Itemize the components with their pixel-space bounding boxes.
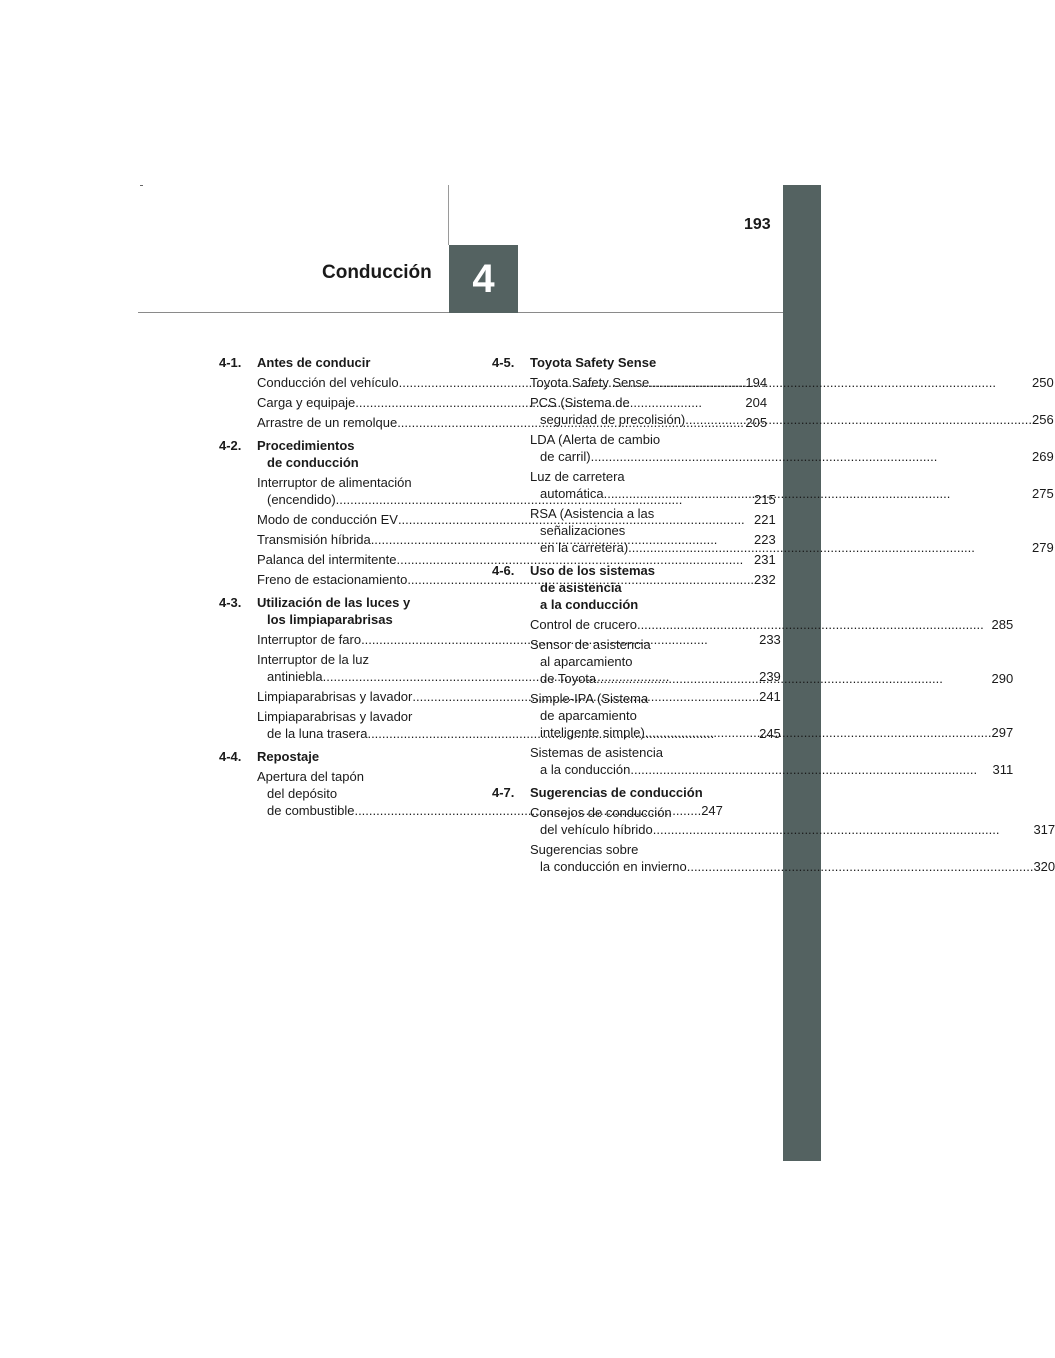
entry-line: RSA (Asistencia a las	[530, 506, 655, 521]
entry-page-number: 221	[754, 512, 776, 527]
section-number: 4-6.	[492, 563, 515, 578]
toc-entry[interactable]	[530, 431, 1054, 465]
entry-page-number: 232	[754, 572, 776, 587]
entry-line: automática	[540, 486, 604, 501]
leader-dots	[596, 670, 991, 687]
section-number: 4-3.	[219, 595, 242, 610]
section-title-line: Sugerencias de conducción	[530, 785, 703, 800]
section-title-line: Antes de conducir	[257, 355, 371, 370]
section-number: 4-4.	[219, 749, 242, 764]
entry-line: de Toyota	[540, 671, 597, 686]
entry-line: de aparcamiento	[540, 708, 637, 723]
section-title	[530, 562, 1013, 613]
entry-page-number: 204	[745, 395, 768, 410]
toc-entry[interactable]	[530, 744, 1013, 778]
leader-dots	[649, 374, 1032, 391]
section-title-line: los limpiaparabrisas	[267, 612, 393, 627]
section-body	[530, 354, 1054, 556]
entry-line: inteligente simple)	[540, 725, 645, 740]
entry-line: a la conducción	[540, 762, 631, 777]
entry-last-line	[530, 761, 1013, 778]
toc-entry[interactable]	[530, 804, 1055, 838]
toc-entry[interactable]	[530, 636, 1013, 687]
section-title-line: Procedimientos	[257, 438, 355, 453]
toc-entry[interactable]	[530, 394, 1054, 428]
entry-last-line	[530, 724, 1013, 741]
entry-line: Arrastre de un remolque	[257, 415, 398, 430]
leader-dots	[645, 724, 992, 741]
entry-line: Luz de carretera	[530, 469, 625, 484]
section-title-line: Uso de los sistemas	[530, 563, 655, 578]
toc-entry[interactable]	[530, 690, 1013, 741]
entry-line: de la luna trasera	[267, 726, 368, 741]
entry-page-number: 311	[992, 762, 1014, 777]
toc-entry[interactable]	[530, 374, 1054, 391]
leader-dots	[630, 761, 992, 778]
leader-dots	[591, 448, 1032, 465]
entry-page-number: 290	[991, 671, 1014, 686]
entry-line: Sistemas de asistencia	[530, 745, 663, 760]
entry-line: PCS (Sistema de	[530, 395, 630, 410]
toc-entry[interactable]	[530, 616, 1013, 633]
crop-mark	[140, 185, 143, 186]
entry-line: Palanca del intermitente	[257, 552, 397, 567]
entry-line: del vehículo híbrido	[540, 822, 653, 837]
chapter-number-box	[449, 245, 518, 313]
section-title-line: Toyota Safety Sense	[530, 355, 657, 370]
section-title-line: a la conducción	[540, 597, 639, 612]
entry-line: Conducción del vehículo	[257, 375, 399, 390]
entry-line: Carga y equipaje	[257, 395, 356, 410]
section-title-line: Repostaje	[257, 749, 320, 764]
entry-last-line	[530, 539, 1054, 556]
entry-last-line	[530, 670, 1013, 687]
entry-line: Freno de estacionamiento	[257, 572, 408, 587]
entry-page-number: 250	[1032, 375, 1054, 390]
toc-entry[interactable]	[530, 505, 1054, 556]
entry-line: Interruptor de faro	[257, 632, 362, 647]
section-title-line: de conducción	[267, 455, 359, 470]
entry-line: Interruptor de alimentación	[257, 475, 412, 490]
section-number: 4-1.	[219, 355, 242, 370]
entry-page-number: 256	[1032, 412, 1054, 427]
entry-page-number: 279	[1032, 540, 1054, 555]
leader-dots	[653, 821, 1034, 838]
entry-line: en la carretera)	[540, 540, 629, 555]
entry-line: (encendido)	[267, 492, 336, 507]
leader-dots	[637, 616, 992, 633]
entry-page-number: 231	[754, 552, 776, 567]
leader-dots	[685, 411, 1032, 428]
entry-last-line	[530, 616, 1013, 633]
entry-page-number: 215	[754, 492, 776, 507]
section-number: 4-7.	[492, 785, 515, 800]
entry-line: seguridad de precolisión)	[540, 412, 686, 427]
header-divider-vertical	[448, 185, 449, 245]
entry-line: la conducción en invierno	[540, 859, 687, 874]
entry-line: Interruptor de la luz	[257, 652, 370, 667]
entry-last-line	[530, 374, 1054, 391]
section-body	[530, 562, 1013, 778]
section-number: 4-5.	[492, 355, 515, 370]
entry-line: Toyota Safety Sense	[530, 375, 650, 390]
section-title-line: Utilización de las luces y	[257, 595, 411, 610]
entry-page-number: 223	[754, 532, 776, 547]
section-title	[530, 784, 1055, 801]
entry-page-number: 245	[759, 726, 781, 741]
entry-line: Transmisión híbrida	[257, 532, 371, 547]
entry-line: Consejos de conducción	[530, 805, 672, 820]
entry-line: Sugerencias sobre	[530, 842, 639, 857]
entry-page-number: 194	[745, 375, 768, 390]
toc-entry[interactable]	[530, 841, 1055, 875]
entry-page-number: 275	[1032, 486, 1054, 501]
chapter-number: 4	[472, 256, 495, 301]
entry-page-number: 317	[1033, 822, 1055, 837]
leader-dots	[687, 858, 1034, 875]
entry-last-line	[530, 858, 1055, 875]
leader-dots	[628, 539, 1032, 556]
entry-line: Modo de conducción EV	[257, 512, 398, 527]
entry-line: Control de crucero	[530, 617, 637, 632]
entry-page-number: 269	[1032, 449, 1054, 464]
section-number: 4-2.	[219, 438, 242, 453]
entry-line: Apertura del tapón	[257, 769, 364, 784]
entry-page-number: 297	[991, 725, 1014, 740]
entry-page-number: 241	[759, 689, 781, 704]
entry-last-line	[530, 411, 1054, 428]
entry-line: del depósito	[267, 786, 338, 801]
entry-line: Simple-IPA (Sistema	[530, 691, 649, 706]
entry-page-number: 205	[745, 415, 768, 430]
entry-line: al aparcamiento	[540, 654, 633, 669]
entry-line: Limpiaparabrisas y lavador	[257, 709, 413, 724]
section-body	[530, 784, 1055, 875]
entry-line: de combustible	[267, 803, 355, 818]
entry-last-line	[530, 485, 1054, 502]
leader-dots	[604, 485, 1032, 502]
toc-entry[interactable]	[530, 468, 1054, 502]
entry-last-line	[530, 448, 1054, 465]
entry-page-number: 233	[759, 632, 781, 647]
section-title-line: de asistencia	[540, 580, 622, 595]
section-title	[530, 354, 1054, 371]
entry-line: Sensor de asistencia	[530, 637, 651, 652]
entry-page-number: 285	[991, 617, 1014, 632]
entry-page-number: 247	[701, 803, 723, 818]
entry-line: antiniebla	[267, 669, 323, 684]
entry-line: señalizaciones	[540, 523, 626, 538]
entry-page-number: 320	[1033, 859, 1055, 874]
entry-line: de carril)	[540, 449, 591, 464]
chapter-title: Conducción	[322, 262, 432, 283]
entry-line: Limpiaparabrisas y lavador	[257, 689, 413, 704]
entry-line: LDA (Alerta de cambio	[530, 432, 661, 447]
page-number: 193	[744, 216, 771, 233]
entry-page-number: 239	[759, 669, 781, 684]
toc-section	[492, 784, 1055, 875]
entry-last-line	[530, 821, 1055, 838]
